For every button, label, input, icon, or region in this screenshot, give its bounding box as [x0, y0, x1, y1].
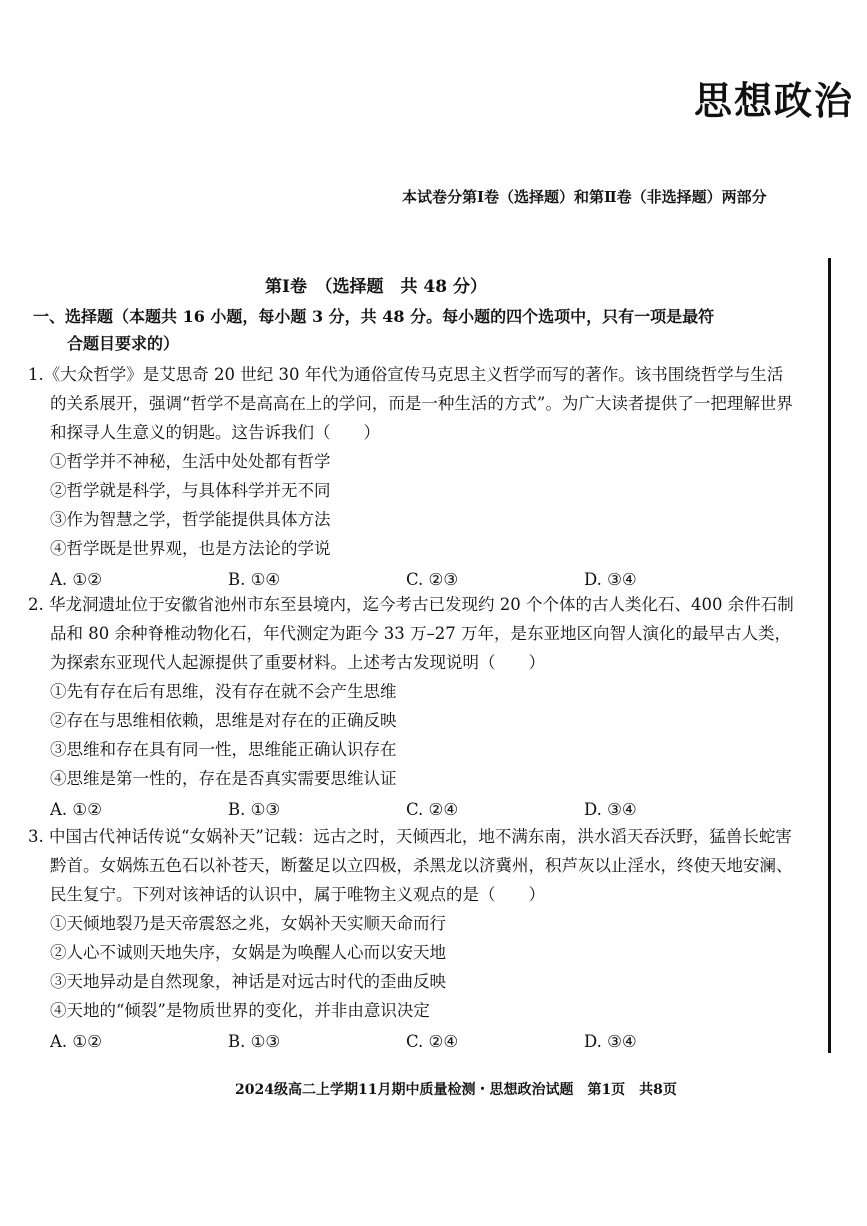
choice-c[interactable]: C. ②④ — [406, 800, 459, 819]
section-description — [33, 303, 778, 357]
question-stem: 1.《大众哲学》是艾思奇 20 世纪 30 年代为通俗宣传马克思主义哲学而写的著作。该书围绕哲学与生活的关系展开，强调“哲学不是高高在上的学问，而是一种生活的方式”。为广大读者提供了一把理解世界和探寻人生意义的钥匙。这告诉我们（ ） — [28, 365, 793, 442]
exam-intro: 本试卷分第Ⅰ卷（选择题）和第Ⅱ卷（非选择题）两部分 — [402, 188, 767, 206]
statement: ③天地异动是自然现象，神话是对远古时代的歪曲反映 — [50, 972, 446, 991]
statement: ④哲学既是世界观，也是方法论的学说 — [50, 539, 331, 558]
statement: ②哲学就是科学，与具体科学并无不同 — [50, 481, 331, 500]
question-3 — [28, 822, 798, 1056]
statement: ②人心不诚则天地失序，女娲是为唤醒人心而以安天地 — [50, 943, 446, 962]
answer-choices — [28, 1027, 798, 1056]
choice-c[interactable]: C. ②③ — [406, 570, 459, 589]
choice-a[interactable]: A. ①② — [50, 570, 102, 589]
answer-choices — [28, 795, 798, 824]
page-footer: 2024级高二上学期11月期中质量检测・思想政治试题 第1页 共8页 — [235, 1082, 677, 1098]
statement: ①先有存在后有思维，没有存在就不会产生思维 — [50, 682, 397, 701]
statement: ③作为智慧之学，哲学能提供具体方法 — [50, 510, 331, 529]
choice-d[interactable]: D. ③④ — [584, 570, 637, 589]
page-title: 思想政治 — [694, 78, 855, 123]
choice-b[interactable]: B. ①④ — [228, 570, 281, 589]
choice-b[interactable]: B. ①③ — [228, 800, 281, 819]
choice-b[interactable]: B. ①③ — [228, 1032, 281, 1051]
statement: ①天倾地裂乃是天帝震怒之兆，女娲补天实顺天命而行 — [50, 914, 446, 933]
statement: ②存在与思维相依赖，思维是对存在的正确反映 — [50, 711, 397, 730]
statement: ①哲学并不神秘，生活中处处都有哲学 — [50, 452, 331, 471]
choice-d[interactable]: D. ③④ — [584, 1032, 637, 1051]
binding-line — [828, 258, 831, 1053]
choice-a[interactable]: A. ①② — [50, 1032, 102, 1051]
statement: ④思维是第一性的，存在是否真实需要思维认证 — [50, 769, 397, 788]
choice-a[interactable]: A. ①② — [50, 800, 102, 819]
question-stem: 2. 华龙洞遗址位于安徽省池州市东至县境内，迄今考古已发现约 20 个个体的古人类化石、400 余件石制品和 80 余种脊椎动物化石，年代测定为距今 33 万–27 万年，是东亚地区向智人演化的最早古人类，为探索东亚现代人起源提供了重要材料。上述考古发现说明（ ） — [28, 595, 794, 672]
question-1 — [28, 360, 798, 594]
section-desc-line2: 合题目要求的） — [67, 334, 180, 353]
choice-d[interactable]: D. ③④ — [584, 800, 637, 819]
question-stem: 3. 中国古代神话传说“女娲补天”记载：远古之时，天倾西北，地不满东南，洪水滔天吞沃野，猛兽长蛇害黔首。女娲炼五色石以补苍天，断鳌足以立四极，杀黑龙以济冀州，积芦灰以止淫水，终使天地安澜、民生复宁。下列对该神话的认识中，属于唯物主义观点的是（ ） — [28, 827, 793, 904]
question-2 — [28, 590, 798, 824]
choice-c[interactable]: C. ②④ — [406, 1032, 459, 1051]
section-desc-line1: 一、选择题（本题共 16 小题，每小题 3 分，共 48 分。每小题的四个选项中，只有一项是最符 — [33, 307, 715, 326]
section-title: 第Ⅰ卷 （选择题 共 48 分） — [265, 277, 487, 297]
statement: ③思维和存在具有同一性，思维能正确认识存在 — [50, 740, 397, 759]
statement: ④天地的“倾裂”是物质世界的变化，并非由意识决定 — [50, 1001, 430, 1020]
